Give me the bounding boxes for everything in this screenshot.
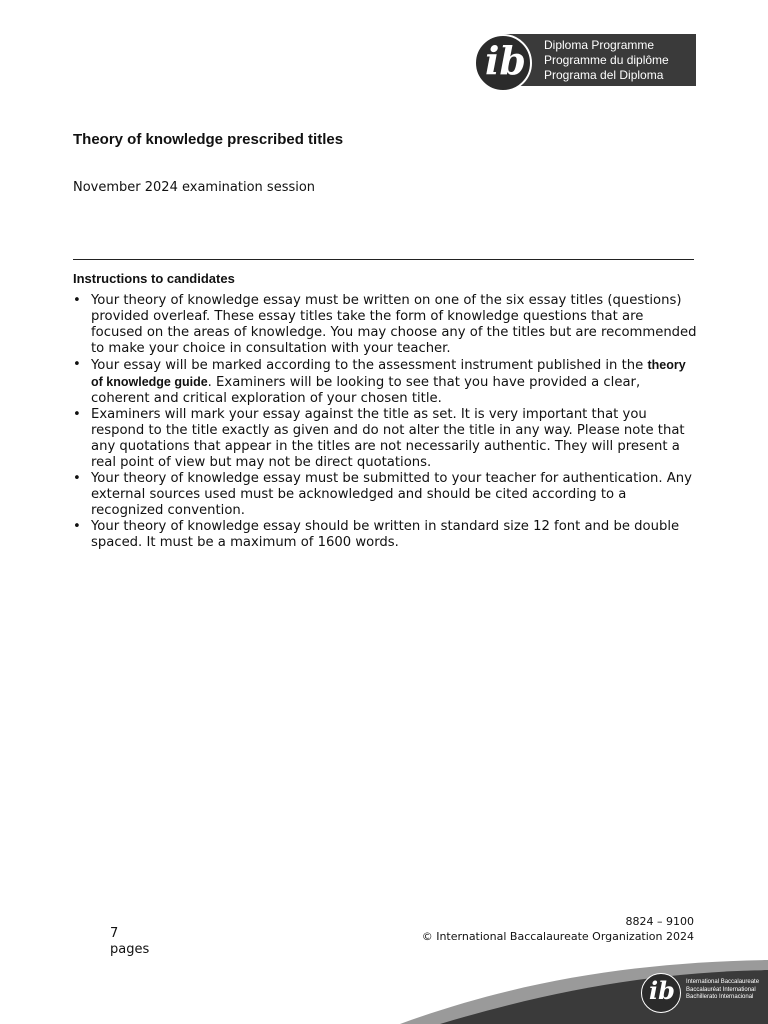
instruction-item: • Examiners will mark your essay against the title as set. It is very important that you respond to the title exactly as given and do not alter the title in any way. Please note that any quotations that appear in the titles are not necessarily authentic. They will present a real point of view but may not be direct quotations.	[73, 407, 698, 471]
document-title: Theory of knowledge prescribed titles	[73, 131, 344, 148]
page-count-label: pages	[110, 942, 150, 957]
instruction-item: • Your theory of knowledge essay must be written on one of the six essay titles (questions) provided overleaf. These essay titles take the form of knowledge questions that are focused on the areas of knowledge. You may choose any of the titles but are recommended to make your choice in consultation with your teacher.	[73, 293, 698, 357]
org-name-en: International Baccalaureate	[686, 979, 760, 985]
exam-session: November 2024 examination session	[73, 180, 316, 195]
ib-logo-mark: ib	[485, 38, 527, 83]
org-name-es: Bachillerato Internacional	[686, 994, 754, 1000]
logo-line-fr: Programme du diplôme	[544, 53, 669, 67]
ib-logo-icon	[474, 34, 532, 92]
logo-line-en: Diploma Programme	[544, 38, 655, 52]
paper-code: 8824 – 9100	[625, 915, 694, 928]
instruction-text: . Examiners will be looking to see that you have provided a clear, coherent and critical exploration of your chosen title.	[91, 375, 641, 406]
ib-diploma-logo	[474, 34, 696, 90]
instructions-list	[73, 293, 698, 551]
page-count-number: 7	[110, 926, 119, 941]
instruction-item: • Your theory of knowledge essay must be submitted to your teacher for authentication. Any external sources used must be acknowledged and should be cited according to a recognized convention.	[73, 471, 698, 519]
instruction-text: Your essay will be marked according to the assessment instrument published in the	[91, 358, 648, 373]
logo-programme-names	[544, 38, 669, 83]
divider	[73, 259, 694, 260]
org-name-fr: Baccalauréat International	[686, 986, 756, 993]
footer-organization-names	[686, 979, 759, 1002]
instructions-heading: Instructions to candidates	[73, 271, 235, 286]
logo-line-es: Programa del Diploma	[544, 68, 664, 82]
instruction-item: • Your theory of knowledge essay should be written in standard size 12 font and be double spaced. It must be a maximum of 1600 words.	[73, 519, 698, 551]
ib-logo-icon	[641, 973, 681, 1013]
copyright-notice: © International Baccalaureate Organization 2024	[421, 930, 694, 943]
instruction-item	[73, 357, 698, 407]
ib-logo-mark: ib	[649, 976, 675, 1005]
guide-reference: theory of knowledge guide	[91, 358, 686, 389]
